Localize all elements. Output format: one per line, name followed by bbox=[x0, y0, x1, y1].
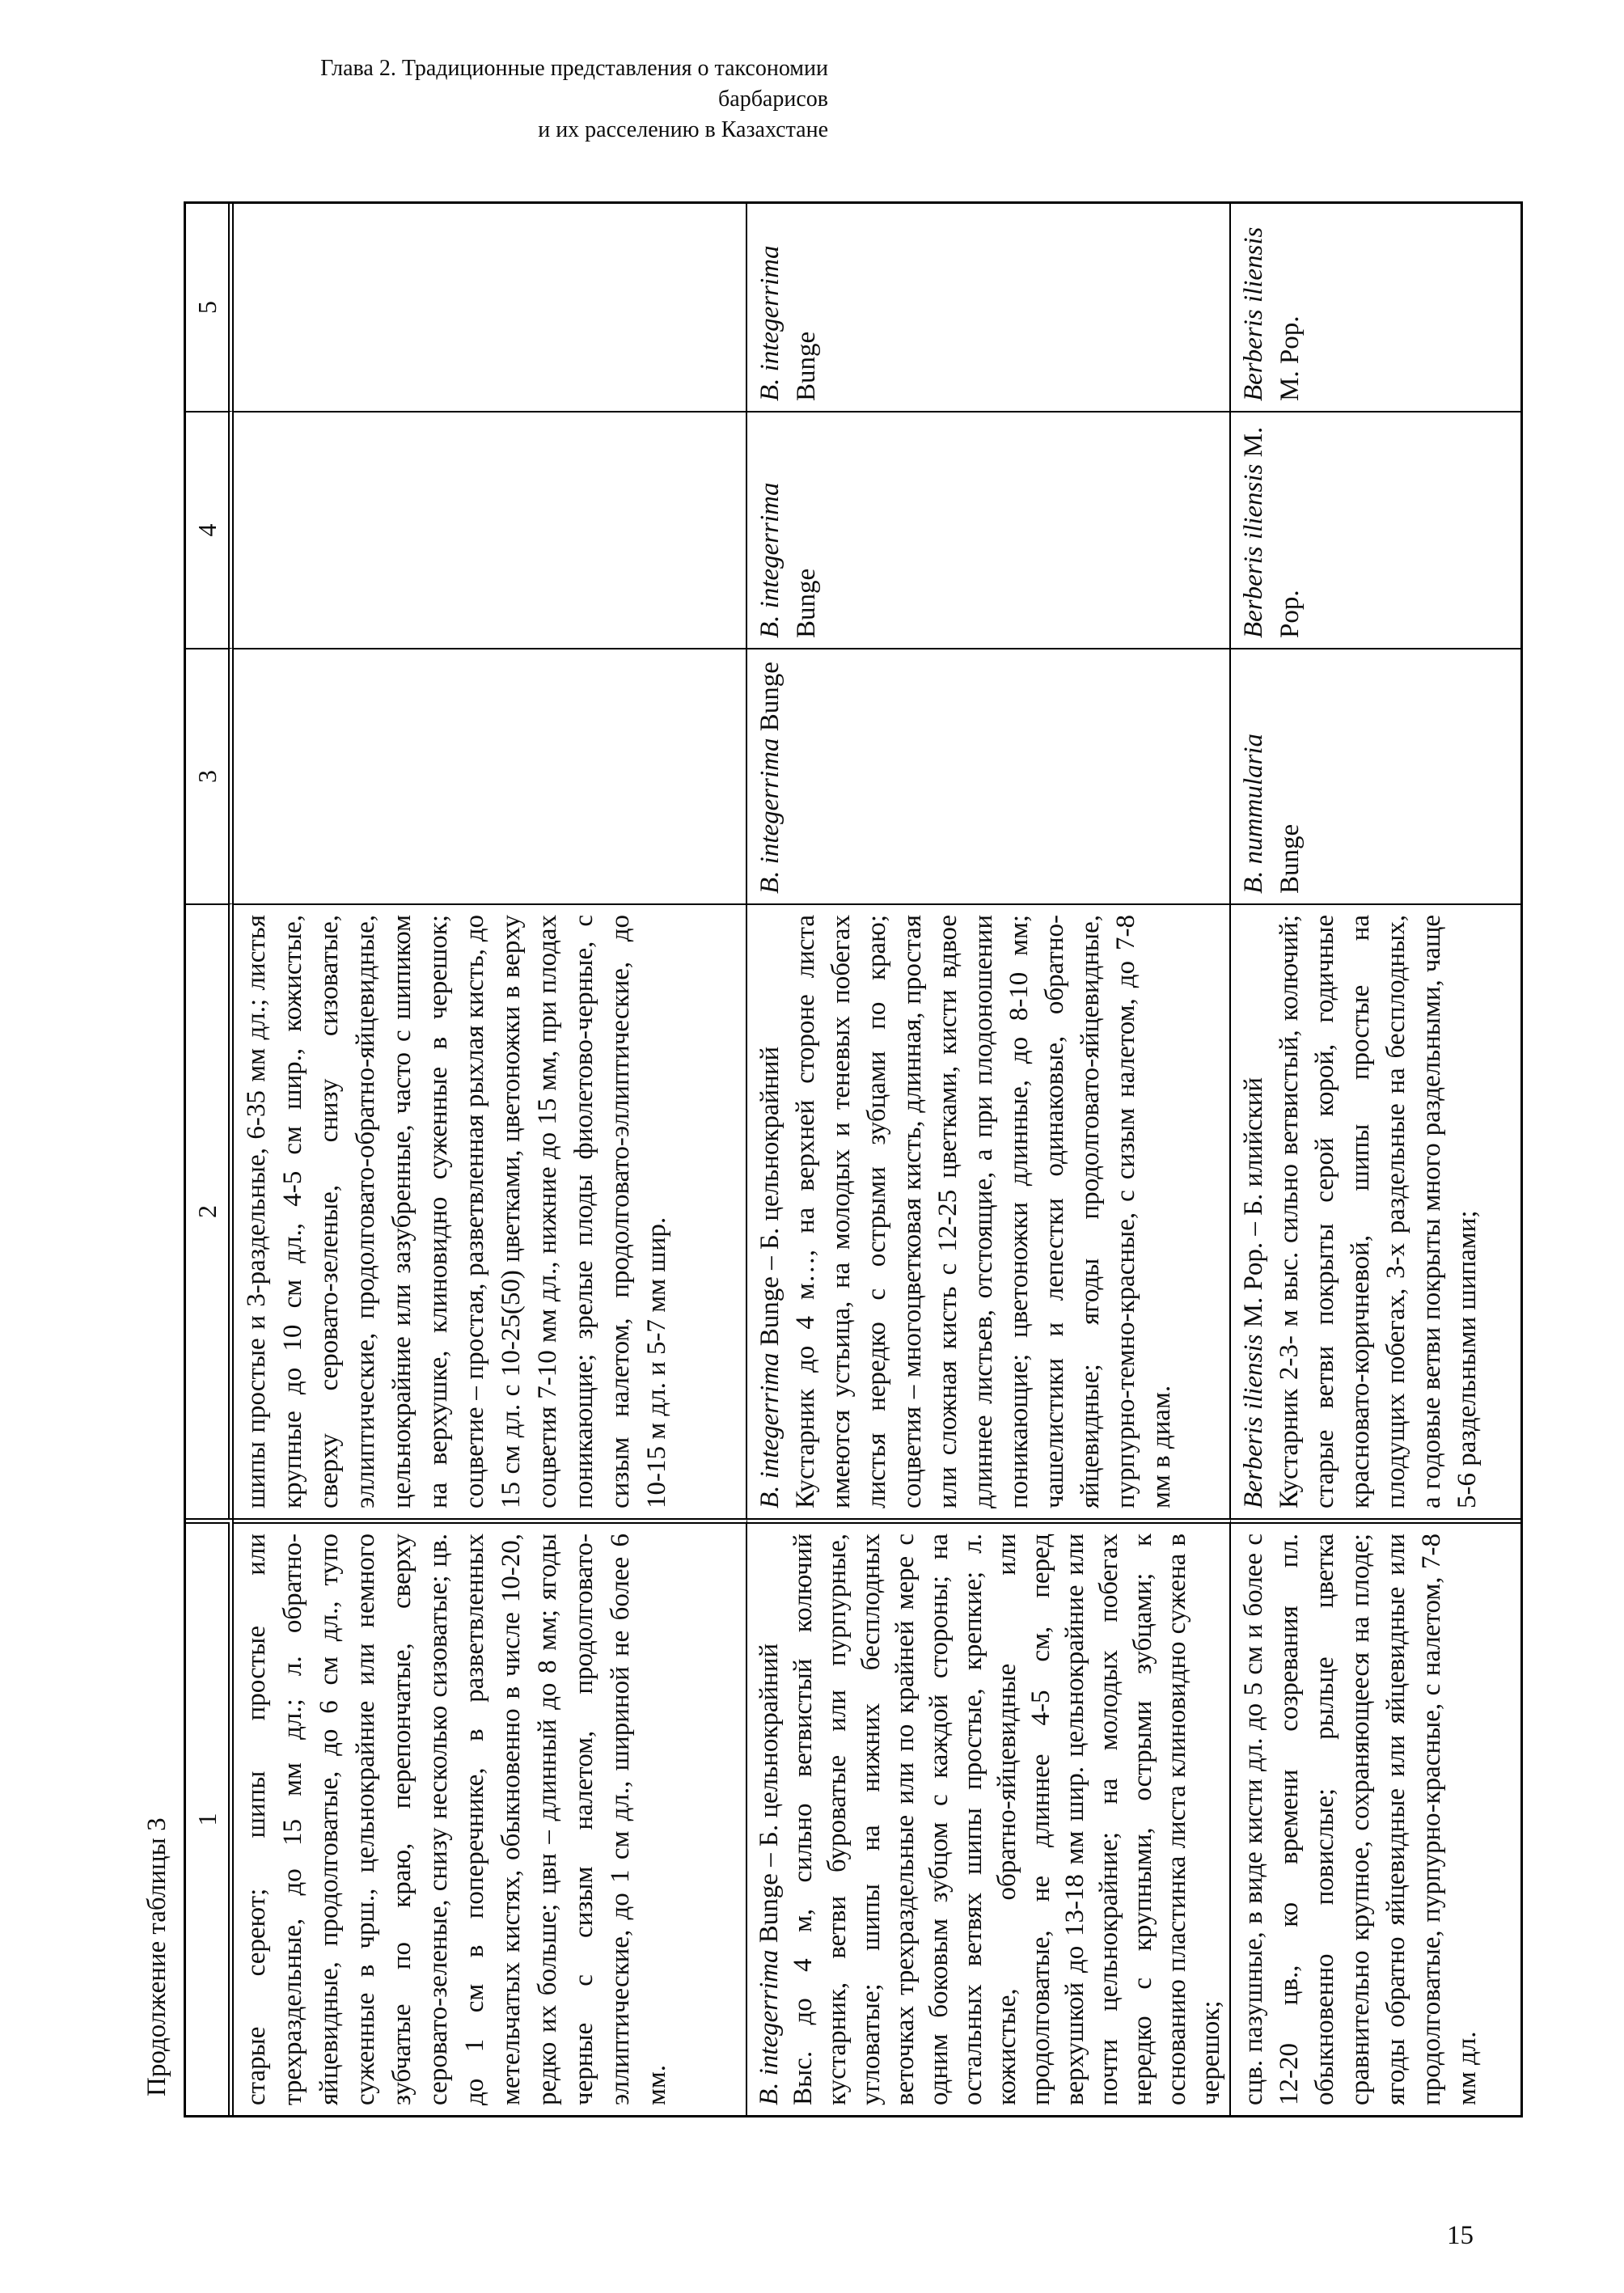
species-name-rest: M. Pop. bbox=[1239, 426, 1305, 638]
species-name-rest: Bunge – Б. цельнокрайний bbox=[755, 1643, 784, 1950]
species-name-rest: M. Pop. bbox=[1275, 315, 1305, 401]
table-cell-r1-c4 bbox=[234, 411, 747, 648]
species-latin-name: B. nummularia bbox=[1239, 734, 1268, 894]
species-name-rest: Bunge bbox=[792, 331, 821, 401]
species-name-line bbox=[1236, 659, 1309, 894]
species-name-line bbox=[1236, 915, 1271, 1508]
description-text: сцв. пазушные, в виде кисти дл. до 5 см и более с 12-20 цв., ко времени созревания пл. обыкновенно повислые; рыльце цветка сравнительно крупное, сохраняющееся на плоде; ягоды обратно яйцевидные или яйцевидные или продолговатые, пурпурно-красные, с налетом, 7-8 мм дл. bbox=[1239, 1534, 1482, 2105]
column-header-2: 2 bbox=[186, 903, 234, 1518]
species-name-line bbox=[1236, 214, 1309, 401]
description-text: старые сереют; шипы простые или трехраздельные, до 15 мм дл.; л. обратно-яйцевидные, продолговатые, до 6 см дл., тупо суженные в чрш., цельнокрайние или немного зубчатые по краю, перепончатые, сверху серовато-зеленые, снизу несколько сизоватые; цв. до 1 см в поперечнике, в разветвленных метельчатых кистях, обыкновенно в числе 10-20, редко их больше; цвн – длинный до 8 мм; ягоды черные с сизым налетом, продолговато-эллиптические, до 1 см дл., шириной не более 6 мм. bbox=[242, 1534, 671, 2105]
species-latin-name: B. integerrima bbox=[755, 482, 785, 638]
description-text: Кустарник до 4 м…, на верхней стороне листа имеются устьица, на молодых и теневых побегах листья нередко с острыми зубцами по краю; соцветия – многоцветковая кисть, длинная, простая или сложная кисть с 12-25 цветками, кисти вдвое длиннее листьев, отстоящие, а при плодоношении поникающие; цветоножки длинные, до 8-10 мм; чашелистики и лепестки одинаковые, обратно-яйцевидные; ягоды продолговато-яйцевидные, пурпурно-темно-красные, с сизым налетом, до 7-8 мм в диам. bbox=[791, 915, 1176, 1508]
description-text: Кустарник 2-3- м выс. сильно ветвистый, колючий; старые ветви покрыты серой корой, годичные красновато-коричневой, шипы простые на плодущих побегах, 3-х раздельные на бесплодных, а годовые ветви покрыты много раздельными, чаще 5-6 раздельными шипами; bbox=[1275, 915, 1482, 1508]
species-name-line bbox=[1236, 422, 1309, 638]
table-cell-r3-c5 bbox=[1231, 204, 1520, 411]
table-cell-r2-c2 bbox=[747, 903, 1231, 1518]
description-text: Выс. до 4 м, сильно ветвистый колючий кустарник, ветви буроватые или пурпурные, угловатые; шипы на нижних бесплодных веточках трехраздельные или по крайней мере с одним боковым зубцом с каждой стороны; на остальных ветвях шипы простые, крепкие; л. кожистые, обратно-яйцевидные или продолговатые, не длиннее 4-5 см, перед верхушкой до 13-18 мм шир. цельнокрайние или почти цельнокрайние; на молодых побегах нередко с крупными, острыми зубцами; к основанию пластинка листа клиновидно сужена в черешок; bbox=[789, 1534, 1225, 2105]
species-latin-name: B. integerrima bbox=[755, 738, 785, 894]
table-cell-r2-c4 bbox=[747, 411, 1231, 648]
table-cell-r2-c5 bbox=[747, 204, 1231, 411]
species-name-line bbox=[752, 915, 788, 1508]
rotated-table bbox=[184, 206, 1518, 2117]
species-name-line bbox=[752, 1534, 786, 2105]
column-header-4: 4 bbox=[186, 411, 234, 648]
species-name-line bbox=[752, 659, 789, 894]
column-header-3: 3 bbox=[186, 648, 234, 903]
table-cell-r1-c2 bbox=[234, 903, 747, 1518]
running-head-line2: и их расселению в Казахстане bbox=[538, 117, 828, 142]
species-latin-name: B. integerrima bbox=[755, 1949, 784, 2105]
taxonomy-table bbox=[184, 201, 1523, 2117]
column-header-5: 5 bbox=[186, 204, 234, 411]
table-cell-r1-c5 bbox=[234, 204, 747, 411]
table-caption: Продолжение таблицы 3 bbox=[142, 1817, 171, 2096]
species-name-rest: Bunge – Б. цельнокрайний bbox=[755, 1046, 785, 1353]
table-cell-r3-c2 bbox=[1231, 903, 1520, 1518]
running-head-line1: Глава 2. Традиционные представления о таксономии барбарисов bbox=[320, 56, 828, 112]
species-latin-name: Berberis iliensis bbox=[1239, 226, 1268, 401]
species-latin-name: B. integerrima bbox=[755, 245, 785, 401]
species-name-rest: Bunge bbox=[755, 662, 785, 738]
chapter-running-head bbox=[243, 53, 828, 146]
species-latin-name: B. integerrima bbox=[755, 1352, 785, 1508]
species-name-line bbox=[752, 214, 825, 401]
page-number: 15 bbox=[1447, 2221, 1474, 2250]
table-cell-r3-c3 bbox=[1231, 648, 1520, 903]
table-cell-r1-c1 bbox=[234, 1518, 747, 2115]
species-name-rest: M. Pop. – Б. илийский bbox=[1239, 1077, 1268, 1335]
species-name-rest: Bunge bbox=[1275, 823, 1305, 894]
table-cell-r3-c1 bbox=[1231, 1518, 1520, 2115]
column-header-1: 1 bbox=[186, 1518, 234, 2115]
table-cell-r2-c1 bbox=[747, 1518, 1231, 2115]
description-text: шипы простые и 3-раздельные, 6-35 мм дл.; листья крупные до 10 см дл., 4-5 см шир., кожистые, сверху серовато-зеленые, снизу сизоватые, эллиптические, продолговато-обратно-яйцевидные, цельнокрайние или зазубренные, часто с шипиком на верхушке, клиновидно суженные в черешок; соцветие – простая, разветвленная рыхлая кисть, до 15 см дл. с 10-25(50) цветками, цветоножки в верху соцветия 7-10 мм дл., нижние до 15 мм, при плодах поникающие; зрелые плоды фиолетово-черные, с сизым налетом, продолговато-эллиптические, до 10-15 м дл. и 5-7 мм шир. bbox=[242, 915, 671, 1508]
table-cell-r1-c3 bbox=[234, 648, 747, 903]
table-cell-r3-c4 bbox=[1231, 411, 1520, 648]
species-latin-name: Berberis iliensis bbox=[1239, 463, 1268, 638]
species-name-rest: Bunge bbox=[792, 568, 821, 638]
table-cell-r2-c3 bbox=[747, 648, 1231, 903]
species-latin-name: Berberis iliensis bbox=[1239, 1334, 1268, 1508]
species-name-line bbox=[752, 422, 825, 638]
